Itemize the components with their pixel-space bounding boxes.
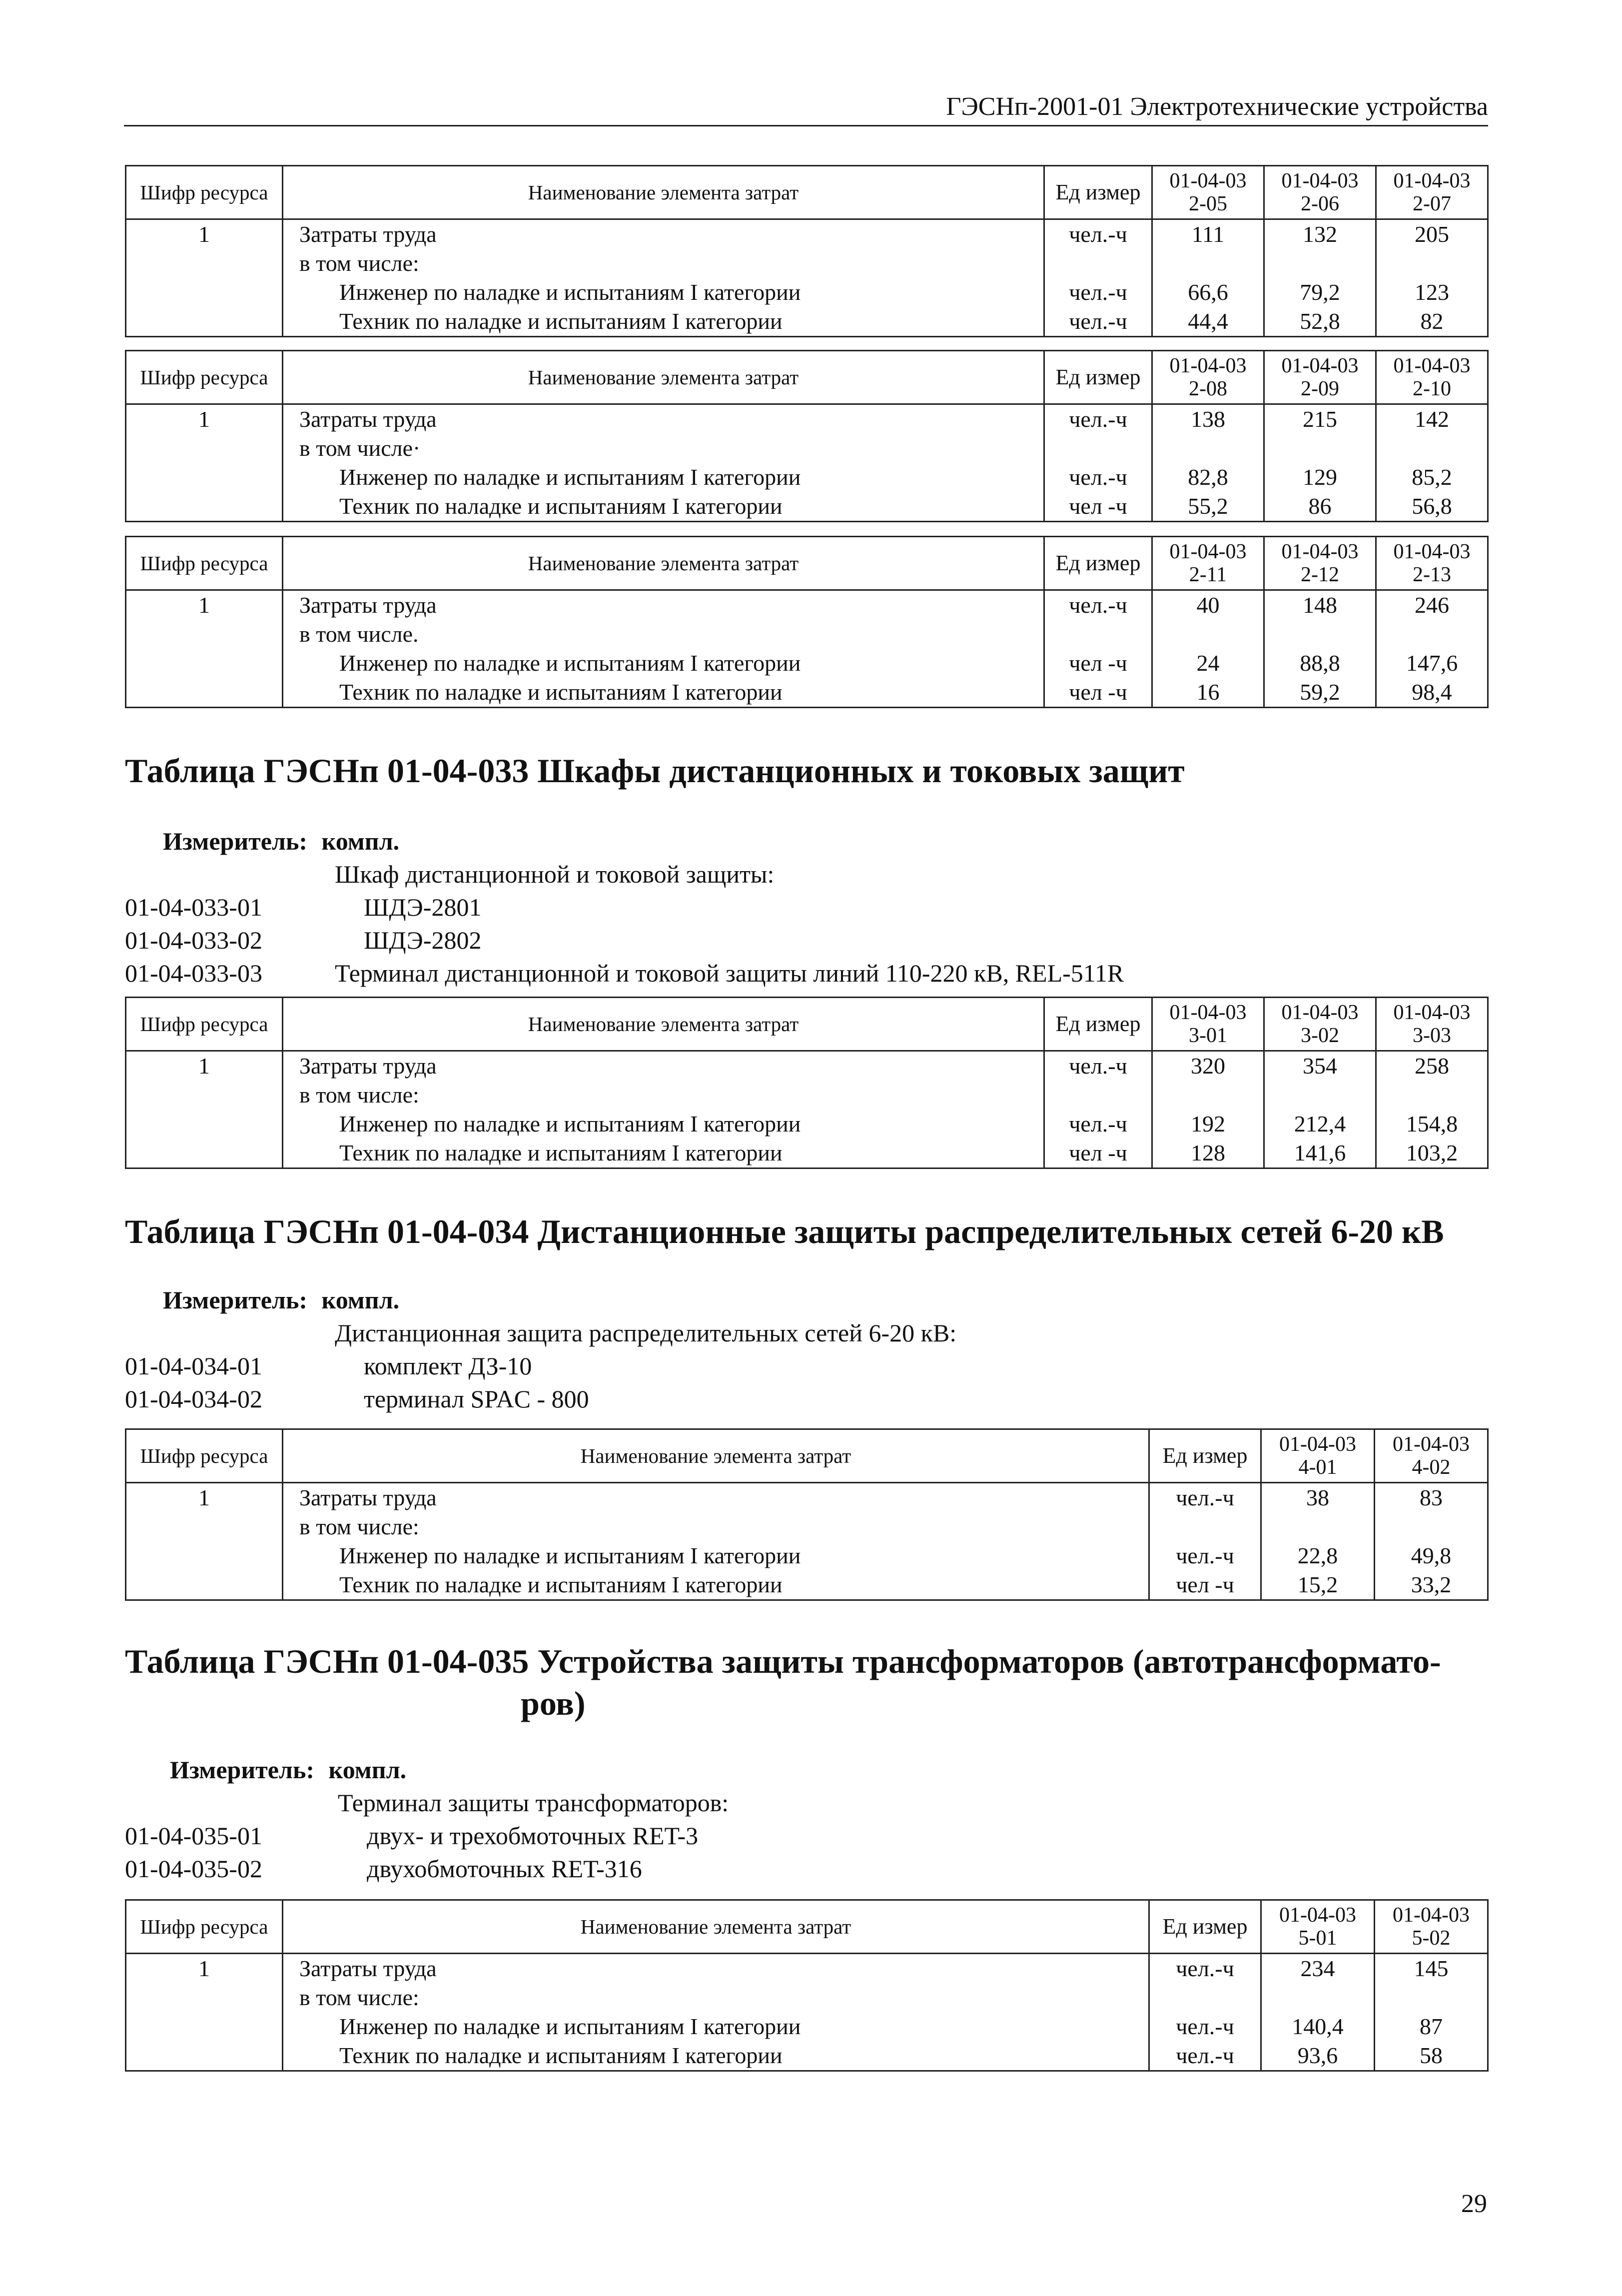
row-value bbox=[1261, 1983, 1375, 2012]
row-unit bbox=[1044, 1081, 1152, 1110]
row-value: 58 bbox=[1375, 2041, 1488, 2071]
row-unit bbox=[1044, 249, 1152, 278]
col-header-code: 01-04-033-01 bbox=[1152, 998, 1264, 1051]
table-row bbox=[126, 307, 1488, 337]
col-header-code: 01-04-033-03 bbox=[1376, 998, 1488, 1051]
col-header-code: 01-04-032-10 bbox=[1376, 351, 1488, 404]
row-value bbox=[1376, 434, 1488, 463]
row-cipher bbox=[126, 249, 283, 278]
row-value: 85,2 bbox=[1376, 463, 1488, 492]
col-header-code: 01-04-032-08 bbox=[1152, 351, 1264, 404]
row-value bbox=[1375, 1983, 1488, 2012]
row-value bbox=[1152, 620, 1264, 649]
item-code: 01-04-033-02 bbox=[125, 926, 262, 954]
col-header-code: 01-04-034-01 bbox=[1261, 1429, 1375, 1483]
row-value: 129 bbox=[1264, 463, 1376, 492]
row-unit: чел.-ч bbox=[1149, 1483, 1261, 1513]
table-row bbox=[126, 1483, 1488, 1513]
table-row bbox=[126, 434, 1488, 463]
row-cipher bbox=[126, 1512, 283, 1541]
row-name: Затраты труда bbox=[283, 1051, 1044, 1081]
row-value: 44,4 bbox=[1152, 307, 1264, 337]
row-name: Затраты труда bbox=[283, 1483, 1149, 1513]
row-value: 66,6 bbox=[1152, 278, 1264, 307]
col-header-cipher: Шифр ресурса bbox=[126, 537, 283, 590]
row-value: 192 bbox=[1152, 1110, 1264, 1139]
table-row bbox=[126, 1541, 1488, 1570]
row-unit bbox=[1149, 1512, 1261, 1541]
row-value bbox=[1376, 1081, 1488, 1110]
norm-table-032-05-07 bbox=[125, 165, 1489, 337]
col-header-code: 01-04-032-06 bbox=[1264, 166, 1376, 219]
row-value: 82 bbox=[1376, 307, 1488, 337]
row-value: 52,8 bbox=[1264, 307, 1376, 337]
row-name: Инженер по наладке и испытаниям I категории bbox=[283, 278, 1044, 307]
row-value bbox=[1261, 1512, 1375, 1541]
row-value bbox=[1264, 434, 1376, 463]
row-cipher bbox=[126, 649, 283, 678]
row-name: Затраты труда bbox=[283, 590, 1044, 620]
section-intro-033: Шкаф дистанционной и токовой защиты: bbox=[335, 860, 775, 888]
col-header-cipher: Шифр ресурса bbox=[126, 166, 283, 219]
row-value: 123 bbox=[1376, 278, 1488, 307]
section-title-035: Таблица ГЭСНп 01-04-035 Устройства защиты трансформаторов (автотрансформато- bbox=[125, 1642, 1441, 1680]
col-header-code: 01-04-032-07 bbox=[1376, 166, 1488, 219]
row-value: 55,2 bbox=[1152, 492, 1264, 522]
section-title-035-cont: ров) bbox=[521, 1684, 586, 1722]
row-unit: чел.-ч bbox=[1044, 219, 1152, 249]
row-value: 22,8 bbox=[1261, 1541, 1375, 1570]
table-row bbox=[126, 219, 1488, 249]
row-cipher bbox=[126, 307, 283, 337]
measure-label: Измеритель: bbox=[163, 827, 308, 855]
measure-value: компл. bbox=[328, 1756, 407, 1784]
row-value: 215 bbox=[1264, 404, 1376, 434]
row-unit: чел.-ч bbox=[1149, 2041, 1261, 2071]
row-name: Инженер по наладке и испытаниям I категории bbox=[283, 649, 1044, 678]
norm-table-034 bbox=[125, 1428, 1489, 1601]
item-code: 01-04-033-01 bbox=[125, 893, 262, 921]
row-name: Инженер по наладке и испытаниям I категории bbox=[283, 2012, 1149, 2041]
row-value: 93,6 bbox=[1261, 2041, 1375, 2071]
table-row bbox=[126, 492, 1488, 522]
row-cipher bbox=[126, 1570, 283, 1600]
row-name: в том числе· bbox=[283, 434, 1044, 463]
row-unit: чел.-ч bbox=[1044, 307, 1152, 337]
table-row bbox=[126, 463, 1488, 492]
row-cipher bbox=[126, 1983, 283, 2012]
col-header-code: 01-04-032-09 bbox=[1264, 351, 1376, 404]
col-header-cipher: Шифр ресурса bbox=[126, 351, 283, 404]
row-cipher bbox=[126, 678, 283, 708]
row-name: Затраты труда bbox=[283, 219, 1044, 249]
measure-label: Измеритель: bbox=[170, 1756, 315, 1784]
col-header-cipher: Шифр ресурса bbox=[126, 998, 283, 1051]
running-header: ГЭСНп-2001-01 Электротехнические устройства bbox=[124, 89, 1488, 126]
col-header-unit: Ед измер bbox=[1044, 166, 1152, 219]
col-header-code: 01-04-032-11 bbox=[1152, 537, 1264, 590]
table-row bbox=[126, 620, 1488, 649]
col-header-unit: Ед измер bbox=[1044, 351, 1152, 404]
col-header-unit: Ед измер bbox=[1044, 998, 1152, 1051]
row-name: Техник по наладке и испытаниям I категории bbox=[283, 2041, 1149, 2071]
row-cipher bbox=[126, 492, 283, 522]
item-text: двух- и трехобмоточных RET-3 bbox=[367, 1822, 699, 1850]
row-value: 24 bbox=[1152, 649, 1264, 678]
row-cipher: 1 bbox=[126, 1954, 283, 1984]
table-row bbox=[126, 404, 1488, 434]
table-row bbox=[126, 1512, 1488, 1541]
row-name: Техник по наладке и испытаниям I категории bbox=[283, 678, 1044, 708]
row-cipher: 1 bbox=[126, 1483, 283, 1513]
measure-035 bbox=[170, 1753, 406, 1786]
item-code: 01-04-034-01 bbox=[125, 1352, 262, 1380]
row-value: 38 bbox=[1261, 1483, 1375, 1513]
row-cipher bbox=[126, 1541, 283, 1570]
row-value: 88,8 bbox=[1264, 649, 1376, 678]
item-code: 01-04-035-01 bbox=[125, 1822, 262, 1850]
row-value: 103,2 bbox=[1376, 1139, 1488, 1168]
col-header-name: Наименование элемента затрат bbox=[283, 1900, 1149, 1954]
row-name: Техник по наладке и испытаниям I категории bbox=[283, 1139, 1044, 1168]
row-unit: чел.-ч bbox=[1044, 463, 1152, 492]
row-value: 15,2 bbox=[1261, 1570, 1375, 1600]
row-value: 234 bbox=[1261, 1954, 1375, 1984]
row-value: 141,6 bbox=[1264, 1139, 1376, 1168]
row-value: 212,4 bbox=[1264, 1110, 1376, 1139]
row-value: 82,8 bbox=[1152, 463, 1264, 492]
row-cipher bbox=[126, 463, 283, 492]
row-value: 128 bbox=[1152, 1139, 1264, 1168]
measure-value: компл. bbox=[321, 1286, 400, 1314]
row-value: 49,8 bbox=[1375, 1541, 1488, 1570]
row-value bbox=[1376, 249, 1488, 278]
item-text: Терминал дистанционной и токовой защиты линий 110-220 кВ, REL-511R bbox=[335, 959, 1124, 987]
row-value bbox=[1375, 1512, 1488, 1541]
row-value: 33,2 bbox=[1375, 1570, 1488, 1600]
row-value bbox=[1152, 434, 1264, 463]
row-cipher bbox=[126, 1139, 283, 1168]
row-name: в том числе: bbox=[283, 249, 1044, 278]
item-code: 01-04-034-02 bbox=[125, 1385, 262, 1413]
row-cipher bbox=[126, 1110, 283, 1139]
row-unit: чел -ч bbox=[1149, 1570, 1261, 1600]
row-cipher: 1 bbox=[126, 404, 283, 434]
col-header-unit: Ед измер bbox=[1149, 1900, 1261, 1954]
row-name: Инженер по наладке и испытаниям I категории bbox=[283, 1541, 1149, 1570]
col-header-code: 01-04-032-12 bbox=[1264, 537, 1376, 590]
row-unit: чел.-ч bbox=[1044, 1051, 1152, 1081]
row-value: 40 bbox=[1152, 590, 1264, 620]
table-row bbox=[126, 2041, 1488, 2071]
row-value: 83 bbox=[1375, 1483, 1488, 1513]
table-row bbox=[126, 678, 1488, 708]
norm-table-033 bbox=[125, 997, 1489, 1169]
row-value: 140,4 bbox=[1261, 2012, 1375, 2041]
row-value: 87 bbox=[1375, 2012, 1488, 2041]
table-row bbox=[126, 649, 1488, 678]
col-header-name: Наименование элемента затрат bbox=[283, 351, 1044, 404]
page-number: 29 bbox=[1461, 2190, 1487, 2218]
row-value: 205 bbox=[1376, 219, 1488, 249]
table-row bbox=[126, 1570, 1488, 1600]
row-value: 111 bbox=[1152, 219, 1264, 249]
measure-value: компл. bbox=[321, 827, 400, 855]
row-unit bbox=[1044, 620, 1152, 649]
row-name: Техник по наладке и испытаниям I категории bbox=[283, 492, 1044, 522]
col-header-code: 01-04-032-13 bbox=[1376, 537, 1488, 590]
row-unit: чел.-ч bbox=[1044, 590, 1152, 620]
measure-033 bbox=[163, 825, 399, 858]
row-cipher: 1 bbox=[126, 590, 283, 620]
col-header-name: Наименование элемента затрат bbox=[283, 1429, 1149, 1483]
col-header-unit: Ед измер bbox=[1149, 1429, 1261, 1483]
row-value: 16 bbox=[1152, 678, 1264, 708]
row-cipher bbox=[126, 434, 283, 463]
table-row bbox=[126, 249, 1488, 278]
row-value: 246 bbox=[1376, 590, 1488, 620]
col-header-name: Наименование элемента затрат bbox=[283, 537, 1044, 590]
col-header-code: 01-04-033-02 bbox=[1264, 998, 1376, 1051]
table-row bbox=[126, 1051, 1488, 1081]
table-row bbox=[126, 278, 1488, 307]
row-cipher: 1 bbox=[126, 219, 283, 249]
row-value: 320 bbox=[1152, 1051, 1264, 1081]
row-value: 258 bbox=[1376, 1051, 1488, 1081]
row-unit: чел.-ч bbox=[1044, 404, 1152, 434]
row-value: 148 bbox=[1264, 590, 1376, 620]
row-unit bbox=[1149, 1983, 1261, 2012]
row-value bbox=[1264, 249, 1376, 278]
measure-label: Измеритель: bbox=[163, 1286, 308, 1314]
row-unit: чел -ч bbox=[1044, 678, 1152, 708]
row-value: 98,4 bbox=[1376, 678, 1488, 708]
col-header-code: 01-04-032-05 bbox=[1152, 166, 1264, 219]
row-cipher bbox=[126, 278, 283, 307]
row-unit: чел.-ч bbox=[1044, 278, 1152, 307]
col-header-name: Наименование элемента затрат bbox=[283, 998, 1044, 1051]
row-value: 142 bbox=[1376, 404, 1488, 434]
col-header-code: 01-04-035-02 bbox=[1375, 1900, 1488, 1954]
row-name: Техник по наладке и испытаниям I категории bbox=[283, 1570, 1149, 1600]
row-name: в том числе. bbox=[283, 620, 1044, 649]
row-name: Инженер по наладке и испытаниям I категории bbox=[283, 463, 1044, 492]
row-unit: чел.-ч bbox=[1149, 2012, 1261, 2041]
row-name: в том числе: bbox=[283, 1512, 1149, 1541]
row-cipher: 1 bbox=[126, 1051, 283, 1081]
row-value bbox=[1376, 620, 1488, 649]
col-header-unit: Ед измер bbox=[1044, 537, 1152, 590]
row-value: 354 bbox=[1264, 1051, 1376, 1081]
table-row bbox=[126, 1139, 1488, 1168]
row-value: 59,2 bbox=[1264, 678, 1376, 708]
col-header-cipher: Шифр ресурса bbox=[126, 1429, 283, 1483]
item-text: ШДЭ-2802 bbox=[364, 926, 482, 954]
section-intro-035: Терминал защиты трансформаторов: bbox=[338, 1789, 729, 1817]
item-text: терминал SPAC - 800 bbox=[364, 1385, 589, 1413]
table-row bbox=[126, 1954, 1488, 1984]
row-value: 86 bbox=[1264, 492, 1376, 522]
item-code: 01-04-033-03 bbox=[125, 959, 262, 987]
row-value bbox=[1264, 620, 1376, 649]
col-header-code: 01-04-034-02 bbox=[1375, 1429, 1488, 1483]
row-value: 56,8 bbox=[1376, 492, 1488, 522]
row-value bbox=[1264, 1081, 1376, 1110]
row-unit: чел -ч bbox=[1044, 649, 1152, 678]
col-header-code: 01-04-035-01 bbox=[1261, 1900, 1375, 1954]
table-row bbox=[126, 1983, 1488, 2012]
row-name: Техник по наладке и испытаниям I категории bbox=[283, 307, 1044, 337]
row-value: 145 bbox=[1375, 1954, 1488, 1984]
measure-034 bbox=[163, 1283, 399, 1316]
norm-table-032-08-10 bbox=[125, 350, 1489, 522]
row-unit: чел.-ч bbox=[1044, 1110, 1152, 1139]
row-value bbox=[1152, 249, 1264, 278]
table-row bbox=[126, 1110, 1488, 1139]
table-row bbox=[126, 590, 1488, 620]
row-cipher bbox=[126, 2012, 283, 2041]
row-unit bbox=[1044, 434, 1152, 463]
row-value: 138 bbox=[1152, 404, 1264, 434]
row-value bbox=[1152, 1081, 1264, 1110]
row-value: 154,8 bbox=[1376, 1110, 1488, 1139]
table-row bbox=[126, 2012, 1488, 2041]
item-text: ШДЭ-2801 bbox=[364, 893, 482, 921]
col-header-name: Наименование элемента затрат bbox=[283, 166, 1044, 219]
row-value: 79,2 bbox=[1264, 278, 1376, 307]
row-unit: чел -ч bbox=[1044, 492, 1152, 522]
section-title-033: Таблица ГЭСНп 01-04-033 Шкафы дистанционных и токовых защит bbox=[125, 752, 1185, 790]
row-name: Затраты труда bbox=[283, 404, 1044, 434]
table-row bbox=[126, 1081, 1488, 1110]
row-value: 147,6 bbox=[1376, 649, 1488, 678]
row-name: в том числе: bbox=[283, 1983, 1149, 2012]
row-name: Инженер по наладке и испытаниям I категории bbox=[283, 1110, 1044, 1139]
norm-table-035 bbox=[125, 1899, 1489, 2072]
row-cipher bbox=[126, 620, 283, 649]
col-header-cipher: Шифр ресурса bbox=[126, 1900, 283, 1954]
row-value: 132 bbox=[1264, 219, 1376, 249]
row-cipher bbox=[126, 2041, 283, 2071]
row-unit: чел -ч bbox=[1044, 1139, 1152, 1168]
row-name: в том числе: bbox=[283, 1081, 1044, 1110]
row-cipher bbox=[126, 1081, 283, 1110]
row-name: Затраты труда bbox=[283, 1954, 1149, 1984]
section-title-034: Таблица ГЭСНп 01-04-034 Дистанционные защиты распределительных сетей 6-20 кВ bbox=[125, 1212, 1444, 1250]
item-code: 01-04-035-02 bbox=[125, 1855, 262, 1883]
item-text: комплект ДЗ-10 bbox=[364, 1352, 532, 1380]
row-unit: чел.-ч bbox=[1149, 1541, 1261, 1570]
section-intro-034: Дистанционная защита распределительных сетей 6-20 кВ: bbox=[335, 1319, 957, 1347]
row-unit: чел.-ч bbox=[1149, 1954, 1261, 1984]
norm-table-032-11-13 bbox=[125, 536, 1489, 708]
item-text: двухобмоточных RET-316 bbox=[367, 1855, 642, 1883]
